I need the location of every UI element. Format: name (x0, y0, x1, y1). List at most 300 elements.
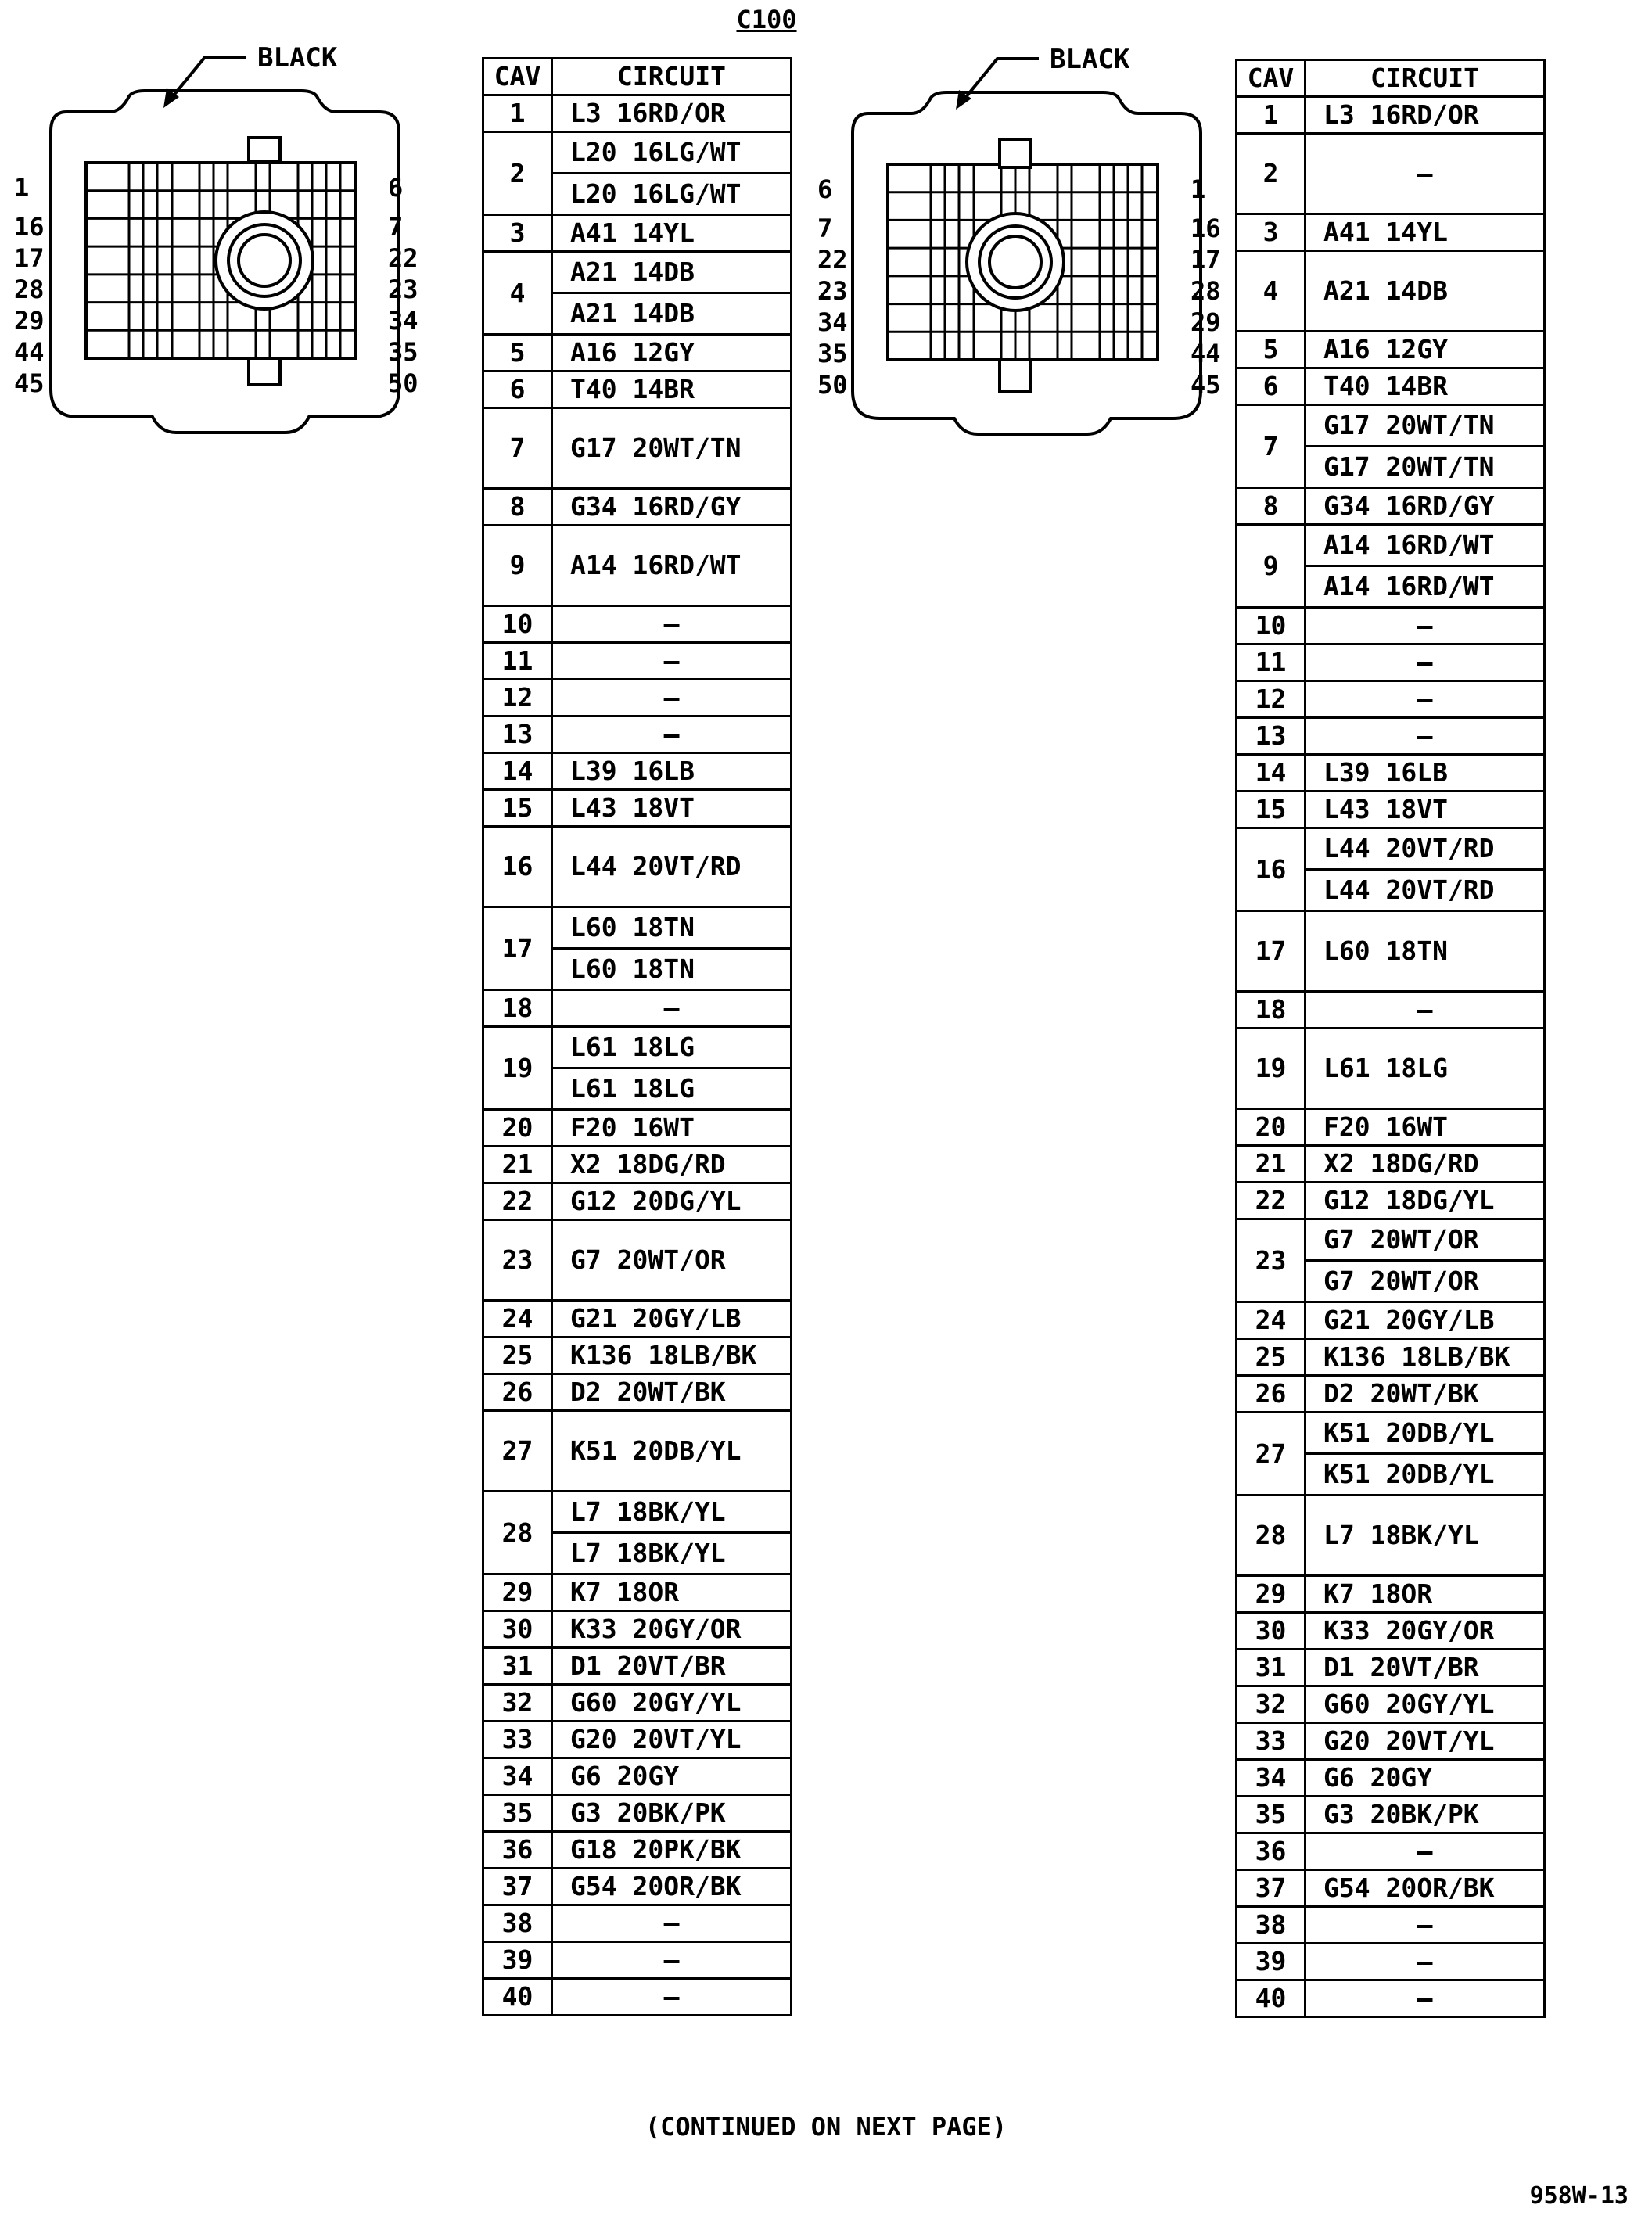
cavity-label-right: 44 (1191, 339, 1221, 368)
circuit-value: K51 20DB/YL (570, 1435, 742, 1466)
circuit-cell (552, 1795, 792, 1832)
table-row (483, 335, 792, 372)
table-row (1237, 828, 1545, 911)
circuit-value: A41 14YL (570, 217, 695, 248)
circuit-value: L7 18BK/YL (1323, 1520, 1479, 1550)
circuit-header: CIRCUIT (552, 59, 792, 95)
circuit-value: L44 20VT/RD (1306, 868, 1543, 910)
cavity-label-left: 28 (14, 275, 45, 304)
circuit-value: F20 16WT (1323, 1111, 1448, 1142)
circuit-cell (1305, 681, 1545, 718)
circuit-cell (552, 335, 792, 372)
circuit-cell (1305, 1907, 1545, 1944)
circuit-cell (552, 1411, 792, 1492)
circuit-cell (552, 1832, 792, 1869)
color-label: BLACK (257, 45, 338, 74)
circuit-cell (552, 1574, 792, 1611)
cavity-number: 16 (1237, 828, 1305, 911)
circuit-value: F20 16WT (570, 1112, 695, 1143)
cavity-label-left: 29 (14, 306, 45, 336)
circuit-cell (552, 753, 792, 790)
circuit-value: G7 20WT/OR (1306, 1259, 1543, 1301)
cavity-number: 6 (1237, 368, 1305, 405)
table-row (1237, 1302, 1545, 1339)
table-row (483, 1338, 792, 1374)
circuit-value: – (663, 993, 680, 1023)
table-row (1237, 1870, 1545, 1907)
cavity-number: 24 (1237, 1302, 1305, 1339)
circuit-value: L7 18BK/YL (553, 1531, 790, 1573)
cavity-number: 34 (1237, 1760, 1305, 1797)
table-row (483, 1183, 792, 1220)
circuit-value: L60 18TN (1323, 935, 1448, 966)
circuit-cell (1305, 1760, 1545, 1797)
circuit-value: X2 18DG/RD (1323, 1148, 1479, 1179)
cavity-number: 26 (1237, 1376, 1305, 1413)
circuit-value: L60 18TN (553, 947, 790, 989)
circuit-value: G54 20OR/BK (1323, 1873, 1495, 1903)
cavity-label-left: 45 (14, 368, 45, 398)
circuit-cell (1305, 1980, 1545, 2017)
cavity-number: 37 (483, 1869, 552, 1905)
table-row (1237, 681, 1545, 718)
cavity-label-left: 50 (817, 370, 848, 400)
table-row (1237, 1146, 1545, 1183)
cavity-number: 29 (1237, 1576, 1305, 1613)
cav-header: CAV (1237, 60, 1305, 97)
circuit-cell (1305, 1944, 1545, 1980)
connector-title: C100 (736, 5, 797, 34)
cavity-label-left: 1 (14, 173, 30, 203)
key-peg-bottom (249, 358, 280, 385)
circuit-value: G34 16RD/GY (570, 491, 742, 522)
circuit-value: L3 16RD/OR (570, 98, 726, 128)
table-row (1237, 911, 1545, 992)
key-peg-top (1000, 139, 1031, 167)
table-row (483, 1027, 792, 1110)
cavity-number: 21 (1237, 1146, 1305, 1183)
table-row (1237, 405, 1545, 488)
circuit-cell (1305, 1219, 1545, 1302)
circuit-cell (552, 1758, 792, 1795)
cavity-label-left: 44 (14, 337, 45, 367)
table-row (1237, 525, 1545, 608)
cavity-number: 35 (483, 1795, 552, 1832)
cavity-number: 39 (483, 1942, 552, 1979)
table-row (1237, 1339, 1545, 1376)
circuit-value: K33 20GY/OR (1323, 1615, 1495, 1646)
circuit-value: L39 16LB (1323, 757, 1448, 788)
cavity-number: 36 (1237, 1833, 1305, 1870)
cavity-number: 37 (1237, 1870, 1305, 1907)
table-row (483, 1147, 792, 1183)
cavity-number: 35 (1237, 1797, 1305, 1833)
circuit-value: T40 14BR (1323, 371, 1448, 401)
circuit-cell (1305, 1029, 1545, 1109)
circuit-cell (552, 1492, 792, 1574)
circuit-value: – (1417, 994, 1433, 1025)
table-row (1237, 1797, 1545, 1833)
center-post-hole (239, 235, 290, 286)
circuit-value: A41 14YL (1323, 217, 1448, 247)
table-row (1237, 134, 1545, 214)
table-row (483, 643, 792, 680)
table-row (483, 1722, 792, 1758)
circuit-header: CIRCUIT (1305, 60, 1545, 97)
circuit-value: L20 16LG/WT (570, 137, 742, 167)
cavity-number: 11 (1237, 645, 1305, 681)
circuit-cell (1305, 525, 1545, 608)
cavity-number: 25 (483, 1338, 552, 1374)
circuit-value: K136 18LB/BK (570, 1340, 757, 1370)
circuit-cell (552, 1611, 792, 1648)
cavity-number: 18 (483, 990, 552, 1027)
circuit-cell (552, 990, 792, 1027)
circuit-value: – (663, 645, 680, 676)
circuit-value: – (663, 682, 680, 713)
cavity-number: 29 (483, 1574, 552, 1611)
cavity-number: 14 (1237, 755, 1305, 792)
circuit-cell (552, 132, 792, 215)
circuit-cell (552, 95, 792, 132)
circuit-value: K51 20DB/YL (1306, 1452, 1543, 1494)
circuit-value: L61 18LG (1323, 1053, 1448, 1083)
circuit-cell (1305, 1413, 1545, 1495)
cavity-label-left: 34 (817, 307, 848, 337)
circuit-value: G17 20WT/TN (1306, 445, 1543, 487)
circuit-value: G17 20WT/TN (570, 433, 742, 463)
cavity-number: 17 (483, 907, 552, 990)
table-row (1237, 1980, 1545, 2017)
circuit-cell (1305, 488, 1545, 525)
circuit-value: – (1417, 1836, 1433, 1866)
circuit-cell (552, 827, 792, 907)
circuit-value: L43 18VT (1323, 794, 1448, 824)
table-row (1237, 1650, 1545, 1686)
cavity-number: 38 (1237, 1907, 1305, 1944)
table-row (483, 753, 792, 790)
table-row (483, 1301, 792, 1338)
cavity-number: 31 (483, 1648, 552, 1685)
cavity-number: 23 (1237, 1219, 1305, 1302)
table-row (483, 1110, 792, 1147)
cavity-number: 22 (483, 1183, 552, 1220)
circuit-value: G60 20GY/YL (570, 1687, 742, 1718)
circuit-cell (552, 1301, 792, 1338)
cavity-number: 8 (483, 489, 552, 526)
cavity-number: 36 (483, 1832, 552, 1869)
circuit-cell (1305, 1146, 1545, 1183)
cavity-number: 20 (1237, 1109, 1305, 1146)
circuit-value: – (663, 1981, 680, 2012)
circuit-value: G34 16RD/GY (1323, 490, 1495, 521)
leader-line (170, 57, 246, 100)
cavity-number: 10 (483, 606, 552, 643)
table-row (1237, 97, 1545, 134)
circuit-value: – (663, 719, 680, 749)
table-row (1237, 1576, 1545, 1613)
cavity-number: 27 (483, 1411, 552, 1492)
circuit-cell (1305, 718, 1545, 755)
circuit-cell (552, 1110, 792, 1147)
cavity-number: 20 (483, 1110, 552, 1147)
circuit-value: G21 20GY/LB (1323, 1305, 1495, 1335)
circuit-value: K33 20GY/OR (570, 1614, 742, 1644)
cavity-label-left: 16 (14, 212, 45, 242)
cavity-number: 10 (1237, 608, 1305, 645)
circuit-cell (1305, 645, 1545, 681)
table-row (1237, 251, 1545, 332)
circuit-value: D1 20VT/BR (570, 1650, 726, 1681)
table-row (483, 1832, 792, 1869)
table-row (483, 1795, 792, 1832)
cavity-number: 15 (1237, 792, 1305, 828)
table-row (483, 526, 792, 606)
circuit-value: L60 18TN (570, 912, 695, 943)
cavity-number: 28 (483, 1492, 552, 1574)
cavity-number: 19 (483, 1027, 552, 1110)
table-row (1237, 1183, 1545, 1219)
cavity-number: 32 (1237, 1686, 1305, 1723)
circuit-value: G12 18DG/YL (1323, 1185, 1495, 1215)
cavity-number: 31 (1237, 1650, 1305, 1686)
cavity-number: 34 (483, 1758, 552, 1795)
circuit-cell (552, 1942, 792, 1979)
cavity-label-left: 17 (14, 243, 45, 273)
cavity-number: 28 (1237, 1495, 1305, 1576)
table-row (483, 215, 792, 252)
cavity-number: 3 (1237, 214, 1305, 251)
cavity-number: 11 (483, 643, 552, 680)
table-row (1237, 1833, 1545, 1870)
circuit-value: A14 16RD/WT (570, 550, 742, 580)
table-row (1237, 718, 1545, 755)
circuit-value: G7 20WT/OR (1323, 1224, 1479, 1255)
table-row (483, 1411, 792, 1492)
cavity-table-1 (482, 57, 792, 2016)
cavity-label-right: 28 (1191, 276, 1221, 306)
cavity-label-right: 7 (388, 212, 404, 242)
table-row (483, 827, 792, 907)
table-row (483, 132, 792, 215)
circuit-value: K7 18OR (570, 1577, 680, 1607)
table-row (483, 1905, 792, 1942)
center-post-hole (989, 236, 1041, 288)
circuit-cell (1305, 1183, 1545, 1219)
cavity-number: 39 (1237, 1944, 1305, 1980)
circuit-cell (1305, 1576, 1545, 1613)
circuit-cell (1305, 1302, 1545, 1339)
cavity-label-right: 29 (1191, 307, 1221, 337)
circuit-value: L61 18LG (570, 1032, 695, 1062)
circuit-cell (552, 1374, 792, 1411)
circuit-value: A21 14DB (553, 292, 790, 333)
cavity-number: 9 (483, 526, 552, 606)
page-id: 958W-13 (1529, 2182, 1629, 2210)
circuit-value: D2 20WT/BK (1323, 1378, 1479, 1409)
cavity-number: 38 (483, 1905, 552, 1942)
circuit-value: L44 20VT/RD (1323, 833, 1495, 864)
circuit-value: K136 18LB/BK (1323, 1341, 1510, 1372)
key-peg-bottom (1000, 360, 1031, 391)
table-row (483, 716, 792, 753)
circuit-cell (1305, 1339, 1545, 1376)
circuit-value: T40 14BR (570, 374, 695, 404)
circuit-cell (1305, 251, 1545, 332)
table-row (483, 1220, 792, 1301)
circuit-value: L44 20VT/RD (570, 851, 742, 881)
cavity-number: 30 (483, 1611, 552, 1648)
cavity-label-left: 35 (817, 339, 848, 368)
table-row (483, 606, 792, 643)
table-row (483, 1942, 792, 1979)
circuit-value: D2 20WT/BK (570, 1377, 726, 1407)
cavity-number: 4 (1237, 251, 1305, 332)
table-row (483, 680, 792, 716)
circuit-cell (1305, 608, 1545, 645)
circuit-cell (1305, 792, 1545, 828)
circuit-value: G12 20DG/YL (570, 1186, 742, 1216)
table-row (483, 408, 792, 489)
circuit-value: L43 18VT (570, 792, 695, 823)
circuit-cell (1305, 97, 1545, 134)
circuit-value: G3 20BK/PK (1323, 1799, 1479, 1829)
cavity-number: 5 (483, 335, 552, 372)
circuit-cell (552, 526, 792, 606)
table-row (1237, 1495, 1545, 1576)
table-row (1237, 368, 1545, 405)
table-row (483, 990, 792, 1027)
cavity-number: 30 (1237, 1613, 1305, 1650)
table-row (1237, 608, 1545, 645)
table-row (483, 95, 792, 132)
circuit-value: K51 20DB/YL (1323, 1417, 1495, 1448)
circuit-value: K7 18OR (1323, 1578, 1433, 1609)
circuit-value: A16 12GY (1323, 334, 1448, 364)
circuit-value: D1 20VT/BR (1323, 1652, 1479, 1682)
circuit-cell (1305, 1870, 1545, 1907)
table-row (1237, 1760, 1545, 1797)
cavity-label-right: 23 (388, 275, 418, 304)
circuit-value: L39 16LB (570, 756, 695, 786)
table-row (483, 372, 792, 408)
circuit-value: – (1417, 1909, 1433, 1940)
table-row (1237, 755, 1545, 792)
cavity-number: 5 (1237, 332, 1305, 368)
color-label: BLACK (1050, 47, 1130, 75)
table-row (483, 1492, 792, 1574)
cavity-label-right: 17 (1191, 245, 1221, 275)
cavity-number: 19 (1237, 1029, 1305, 1109)
circuit-cell (552, 252, 792, 335)
key-peg-top (249, 138, 280, 161)
cavity-number: 40 (483, 1979, 552, 2016)
table-row (483, 1758, 792, 1795)
circuit-value: G17 20WT/TN (1323, 410, 1495, 440)
cavity-number: 2 (483, 132, 552, 215)
table-row (1237, 1907, 1545, 1944)
circuit-cell (1305, 1797, 1545, 1833)
circuit-cell (1305, 911, 1545, 992)
circuit-cell (552, 1722, 792, 1758)
circuit-value: – (663, 1944, 680, 1975)
cavity-number: 18 (1237, 992, 1305, 1029)
cavity-number: 17 (1237, 911, 1305, 992)
circuit-value: G18 20PK/BK (570, 1834, 742, 1865)
circuit-cell (552, 215, 792, 252)
cavity-label-right: 45 (1191, 370, 1221, 400)
table-row (1237, 1613, 1545, 1650)
circuit-value: L7 18BK/YL (570, 1496, 726, 1527)
cavity-number: 8 (1237, 488, 1305, 525)
circuit-cell (1305, 1376, 1545, 1413)
circuit-value: G60 20GY/YL (1323, 1689, 1495, 1719)
table-row (483, 1685, 792, 1722)
circuit-value: G20 20VT/YL (570, 1724, 742, 1754)
cavity-number: 26 (483, 1374, 552, 1411)
circuit-cell (1305, 1495, 1545, 1576)
table-row (1237, 1029, 1545, 1109)
circuit-cell (552, 489, 792, 526)
cavity-number: 2 (1237, 134, 1305, 214)
cavity-label-right: 34 (388, 306, 418, 336)
circuit-cell (552, 1905, 792, 1942)
leader-line (962, 59, 1039, 102)
table-row (1237, 1686, 1545, 1723)
continued-note: (CONTINUED ON NEXT PAGE) (645, 2112, 1007, 2142)
circuit-value: – (1417, 1983, 1433, 2013)
cavity-label-right: 22 (388, 243, 418, 273)
circuit-cell (552, 643, 792, 680)
cavity-number: 14 (483, 753, 552, 790)
table-row (1237, 332, 1545, 368)
table-row (483, 790, 792, 827)
circuit-cell (552, 1147, 792, 1183)
cavity-number: 1 (1237, 97, 1305, 134)
circuit-value: – (663, 1908, 680, 1938)
cavity-number: 21 (483, 1147, 552, 1183)
circuit-value: L61 18LG (553, 1067, 790, 1108)
circuit-value: G54 20OR/BK (570, 1871, 742, 1901)
cavity-number: 13 (483, 716, 552, 753)
circuit-value: – (1417, 610, 1433, 641)
circuit-value: – (1417, 720, 1433, 751)
circuit-cell (552, 716, 792, 753)
table-row (1237, 645, 1545, 681)
table-row (483, 1611, 792, 1648)
cavity-number: 22 (1237, 1183, 1305, 1219)
table-row (1237, 214, 1545, 251)
table-row (1237, 1723, 1545, 1760)
circuit-cell (1305, 368, 1545, 405)
cavity-number: 9 (1237, 525, 1305, 608)
circuit-value: G7 20WT/OR (570, 1244, 726, 1275)
circuit-value: X2 18DG/RD (570, 1149, 726, 1180)
circuit-cell (552, 1183, 792, 1220)
circuit-cell (552, 1685, 792, 1722)
circuit-cell (1305, 405, 1545, 488)
cavity-number: 1 (483, 95, 552, 132)
cavity-number: 33 (483, 1722, 552, 1758)
table-row (483, 1574, 792, 1611)
circuit-cell (1305, 1109, 1545, 1146)
circuit-cell (1305, 755, 1545, 792)
cavity-number: 13 (1237, 718, 1305, 755)
circuit-cell (1305, 134, 1545, 214)
table-row (483, 1869, 792, 1905)
circuit-cell (1305, 214, 1545, 251)
circuit-value: L20 16LG/WT (553, 172, 790, 214)
